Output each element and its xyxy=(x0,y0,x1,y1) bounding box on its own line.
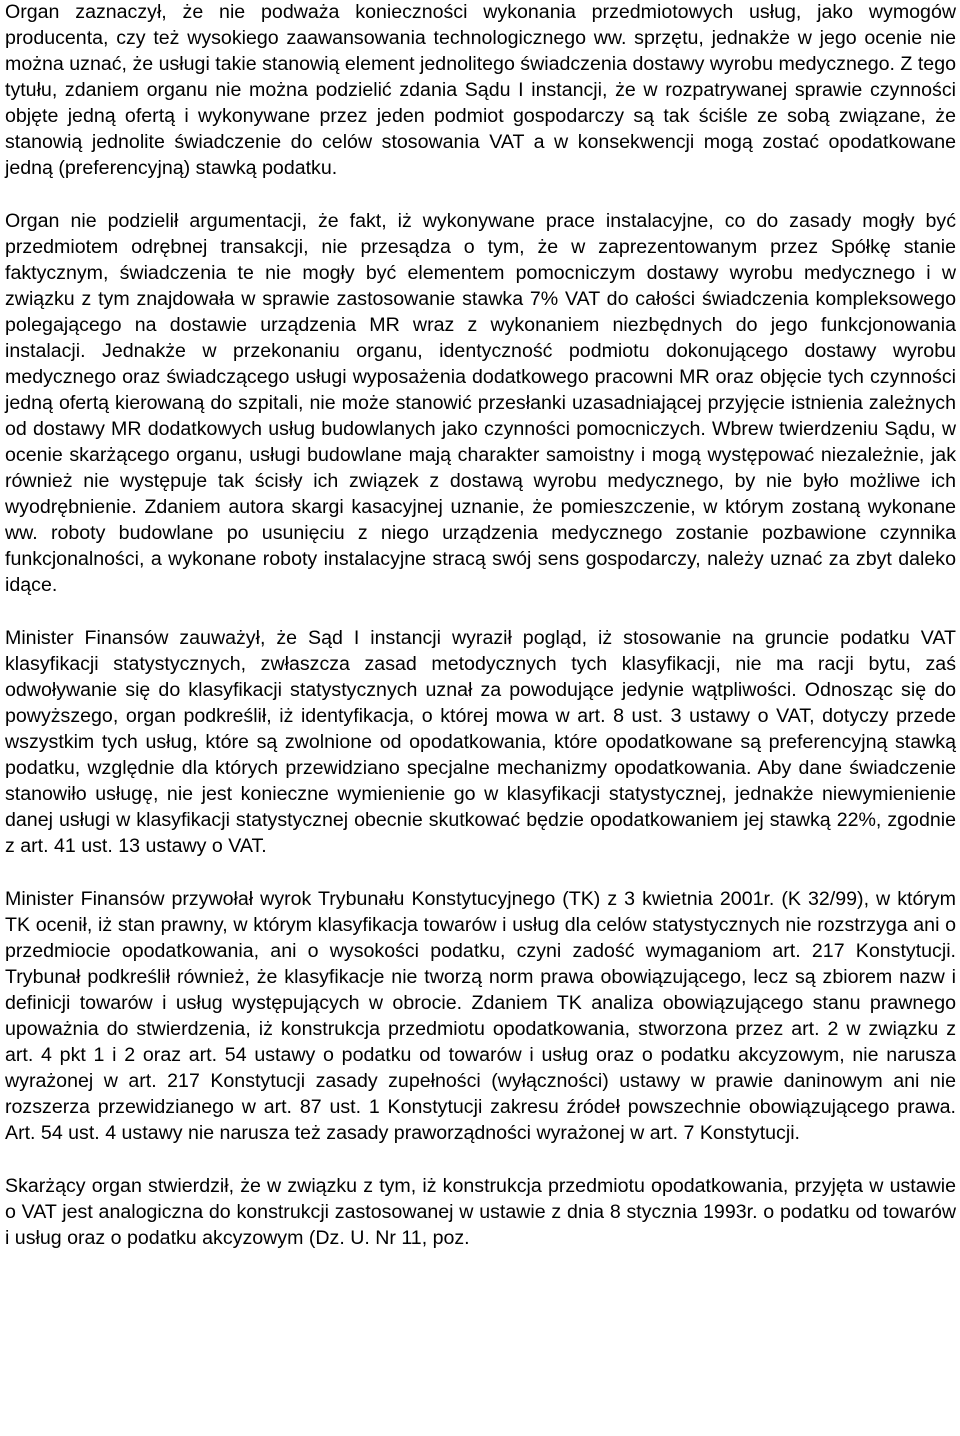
paragraph-organ-zaznaczyl: Organ zaznaczył, że nie podważa konieczności wykonania przedmiotowych usług, jako wymogów producenta, czy też wysokiego zaawansowania technologicznego ww. sprzętu, jednakże w jego ocenie nie można uznać, że usługi takie stanowią element jednolitego świadczenia dostawy wyrobu medycznego. Z tego tytułu, zdaniem organu nie można podzielić zdania Sądu I instancji, że w rozpatrywanej sprawie czynności objęte jedną ofertą i wykonywane przez jeden podmiot gospodarczy są tak ściśle ze sobą związane, że stanowią jednolite świadczenie do celów stosowania VAT a w konsekwencji mogą zostać opodatkowane jedną (preferencyjną) stawką podatku. xyxy=(5,1,956,179)
paragraph-organ-nie-podzielil: Organ nie podzielił argumentacji, że fakt, iż wykonywane prace instalacyjne, co do zasady mogły być przedmiotem odrębnej transakcji, nie przesądza o tym, że w zaprezentowanym przez Spółkę stanie faktycznym, świadczenia te nie mogły być elementem pomocniczym dostawy wyrobu medycznego i w związku z tym znajdowała w sprawie zastosowanie stawka 7% VAT do całości świadczenia kompleksowego polegającego na dostawie urządzenia MR wraz z wykonaniem niezbędnych do jego funkcjonowania instalacji. Jednakże w przekonaniu organu, identyczność podmiotu dokonującego dostawy wyrobu medycznego oraz świadczącego usługi wyposażenia dodatkowego pracowni MR oraz objęcie tych czynności jedną ofertą kierowaną do szpitali, nie może stanowić przesłanki uzasadniającej przyjęcie istnienia zależnych od dostawy MR dodatkowych usług budowlanych jako czynności pomocniczych. Wbrew twierdzeniu Sądu, w ocenie skarżącego organu, usługi budowlane mają charakter samoistny i mogą występować niezależnie, jak również nie występuje tak ścisły ich związek z dostawą wyrobu medycznego, by nie było możliwe ich wyodrębnienie. Zdaniem autora skargi kasacyjnej uznanie, że pomieszczenie, w którym zostaną wykonane ww. roboty budowlane po usunięciu z niego urządzenia medycznego zostanie pozbawione czynnika funkcjonalności, a wykonane roboty instalacyjne stracą swój sens gospodarczy, należy uznać za zbyt daleko idące. xyxy=(5,210,956,596)
paragraph-skarzacy-organ: Skarżący organ stwierdził, że w związku z tym, iż konstrukcja przedmiotu opodatkowania, przyjęta w ustawie o VAT jest analogiczna do konstrukcji zastosowanej w ustawie z dnia 8 stycznia 1993r. o podatku od towarów i usług oraz o podatku akcyzowym (Dz. U. Nr 11, poz. xyxy=(5,1175,956,1249)
paragraph-minister-zauwazyl: Minister Finansów zauważył, że Sąd I instancji wyraził pogląd, iż stosowanie na gruncie podatku VAT klasyfikacji statystycznych, zwłaszcza zasad metodycznych tych klasyfikacji, nie ma racji bytu, zaś odwoływanie się do klasyfikacji statystycznych uznał za powodujące jedynie wątpliwości. Odnosząc się do powyższego, organ podkreślił, iż identyfikacja, o której mowa w art. 8 ust. 3 ustawy o VAT, dotyczy przede wszystkim tych usług, które są zwolnione od opodatkowania, które opodatkowane są preferencyjną stawką podatku, względnie dla których przewidziano specjalne mechanizmy opodatkowania. Aby dane świadczenie stanowiło usługę, nie jest konieczne wymienienie go w klasyfikacji statystycznej, jednakże niewymienienie danej usługi w klasyfikacji statystycznej obecnie skutkować będzie opodatkowaniem jej stawką 22%, zgodnie z art. 41 ust. 13 ustawy o VAT. xyxy=(5,627,956,857)
paragraph-minister-przywolal: Minister Finansów przywołał wyrok Trybunału Konstytucyjnego (TK) z 3 kwietnia 2001r. (K 32/99), w którym TK ocenił, iż stan prawny, w którym klasyfikacja towarów i usług dla celów statystycznych nie rozstrzyga ani o przedmiocie opodatkowania, ani o wysokości podatku, czyni zadość wymaganiom art. 217 Konstytucji. Trybunał podkreślił również, że klasyfikacje nie tworzą norm prawa obowiązującego, lecz są zbiorem nazw i definicji towarów i usług występujących w obrocie. Zdaniem TK analiza obowiązującego stanu prawnego upoważnia do stwierdzenia, iż konstrukcja przedmiotu opodatkowania, stworzona przez art. 2 w związku z art. 4 pkt 1 i 2 oraz art. 54 ustawy o podatku od towarów i usług oraz o podatku akcyzowym, nie narusza wyrażonej w art. 217 Konstytucji zasady zupełności (wyłączności) ustawy w prawie daninowym ani nie rozszerza przewidzianego w art. 87 ust. 1 Konstytucji zakresu źródeł powszechnie obowiązującego prawa. Art. 54 ust. 4 ustawy nie narusza też zasady praworządności wyrażonej w art. 7 Konstytucji. xyxy=(5,888,956,1144)
